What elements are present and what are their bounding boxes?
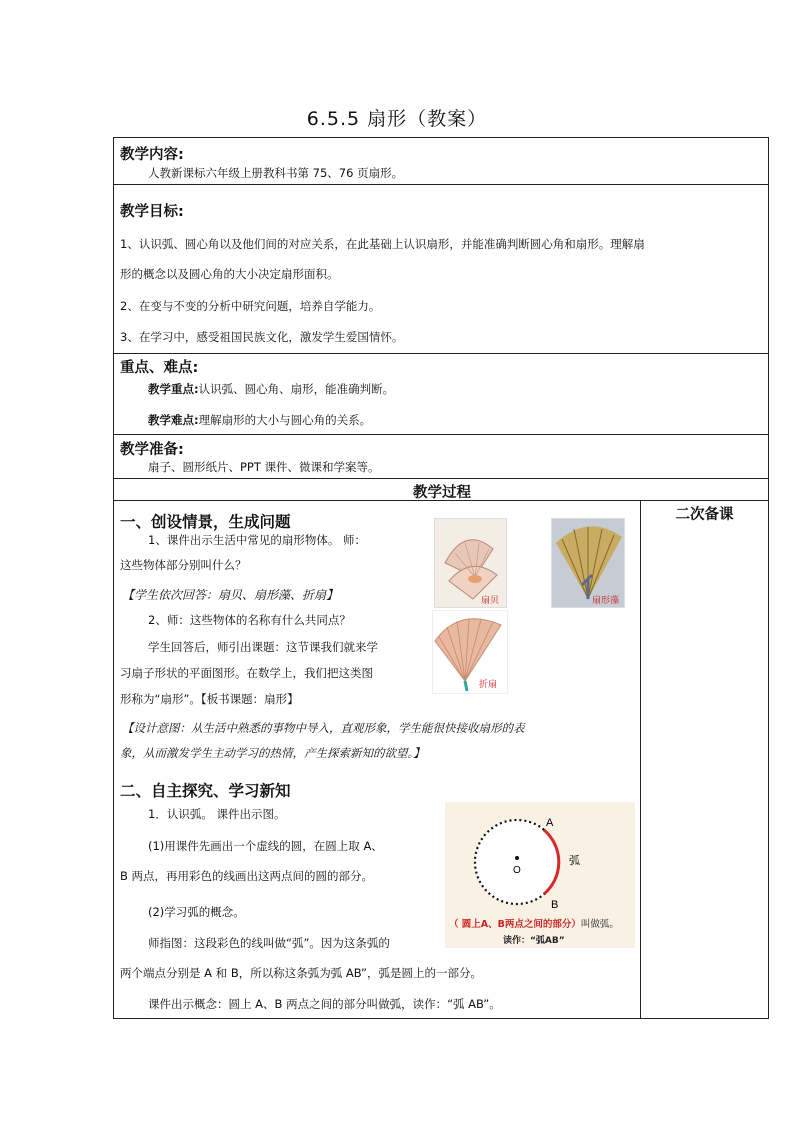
arc-definition bbox=[449, 916, 619, 930]
keypoints-heading: 重点、难点: bbox=[120, 360, 199, 376]
process-heading: 教学过程 bbox=[413, 485, 471, 501]
column-divider bbox=[640, 500, 641, 1018]
arc-figure bbox=[445, 802, 635, 948]
arc-label: 弧 bbox=[569, 854, 580, 867]
difficulty-line bbox=[148, 412, 371, 428]
goal-line: 3、在学习中，感受祖国民族文化，激发学生爱国情怀。 bbox=[120, 330, 404, 344]
row-divider bbox=[114, 184, 768, 185]
part2-line: (1)用课件先画出一个虚线的圆，在圆上取 A、 bbox=[148, 839, 383, 853]
part1-line: 习扇子形状的平面图形。在数学上，我们把这类图 bbox=[120, 666, 373, 680]
goals-heading: 教学目标: bbox=[120, 204, 184, 220]
document-title: 6.5.5 扇形（教案） bbox=[306, 108, 488, 130]
part2-line: (2)学习弧的概念。 bbox=[148, 905, 245, 919]
arc-definition-text: （ 圆上A、B两点之间的部分） bbox=[449, 919, 581, 930]
focus-label: 教学重点: bbox=[148, 382, 199, 396]
part1-line: 这些物体部分别叫什么？ bbox=[120, 558, 247, 572]
difficulty-label: 教学难点: bbox=[148, 413, 199, 427]
scallop-caption: 扇贝 bbox=[481, 596, 500, 606]
part1-answer: 【学生依次回答：扇贝、扇形藻、折扇】 bbox=[122, 588, 339, 602]
folding-fan-picture bbox=[432, 610, 508, 694]
part2-line: 1．认识弧。 课件出示图。 bbox=[148, 807, 286, 821]
part2-line: B 两点，再用彩色的线画出这两点间的圆的部分。 bbox=[120, 869, 374, 883]
fan-algae-caption: 扇形藻 bbox=[592, 596, 620, 606]
goal-line: 2、在变与不变的分析中研究问题，培养自学能力。 bbox=[120, 299, 381, 313]
focus-line bbox=[148, 381, 394, 397]
part2-line: 课件出示概念：圆上 A、B 两点之间的部分叫做弧，读作：“弧 AB”。 bbox=[148, 997, 501, 1011]
part1-line: 形称为“扇形”。【板书课题：扇形】 bbox=[120, 692, 299, 706]
prep-heading: 教学准备: bbox=[120, 442, 184, 458]
point-b-label: B bbox=[551, 899, 559, 911]
fan-algae-picture bbox=[551, 518, 625, 608]
row-divider bbox=[114, 478, 768, 479]
design-intent: 【设计意图：从生活中熟悉的事物中导入，直观形象，学生能很快接收扇形的表 bbox=[122, 721, 525, 735]
content-heading: 教学内容: bbox=[120, 147, 184, 163]
part1-title: 一、创设情景，生成问题 bbox=[120, 513, 291, 531]
part1-line: 2、师：这些物体的名称有什么共同点？ bbox=[148, 613, 351, 627]
goal-line: 形的概念以及圆心角的大小决定扇形面积。 bbox=[120, 267, 339, 281]
row-divider bbox=[114, 434, 768, 435]
goal-line: 1、认识弧、圆心角以及他们间的对应关系，在此基础上认识扇形，并能准确判断圆心角和扇形。理解扇 bbox=[120, 237, 645, 251]
scallop-picture bbox=[434, 518, 507, 608]
design-intent: 象，从而激发学生主动学习的热情，产生探索新知的欲望。】 bbox=[120, 746, 425, 760]
arc-reading: 读作：“弧AB” bbox=[503, 936, 565, 946]
center-label: O bbox=[513, 865, 521, 876]
content-text: 人教新课标六年级上册教科书第 75、76 页扇形。 bbox=[148, 166, 404, 180]
side-notes-heading: 二次备课 bbox=[675, 507, 734, 523]
part2-line: 两个端点分别是 A 和 B，所以称这条弧为弧 AB”，弧是圆上的一部分。 bbox=[120, 966, 482, 980]
part2-title: 二、自主探究、学习新知 bbox=[120, 782, 291, 800]
folding-fan-caption: 折扇 bbox=[479, 680, 498, 690]
arc-definition-suffix: 叫做弧。 bbox=[580, 919, 619, 930]
focus-text: 认识弧、圆心角、扇形，能准确判断。 bbox=[198, 382, 395, 396]
lesson-plan-table bbox=[113, 137, 769, 1019]
row-divider bbox=[114, 353, 768, 354]
prep-text: 扇子、圆形纸片、PPT 课件、微课和学案等。 bbox=[148, 460, 380, 474]
part2-line: 师指图：这段彩色的线叫做“弧”。因为这条弧的 bbox=[148, 936, 390, 950]
difficulty-text: 理解扇形的大小与圆心角的关系。 bbox=[198, 413, 372, 427]
part1-line: 学生回答后，师引出课题：这节课我们就来学 bbox=[148, 640, 378, 654]
part1-line: 1、课件出示生活中常见的扇形物体。 师： bbox=[148, 533, 366, 547]
point-a-label: A bbox=[546, 817, 554, 829]
